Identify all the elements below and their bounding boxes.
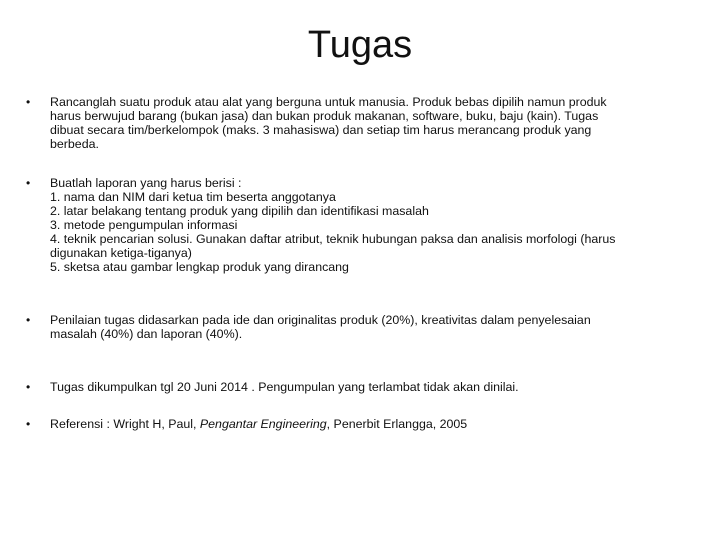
bullet-icon: •	[26, 95, 31, 109]
text-line: 1. nama dan NIM dari ketua tim beserta anggotanya	[50, 190, 336, 204]
text-line: 4. teknik pencarian solusi. Gunakan daftar atribut, teknik hubungan paksa dan analisis morfologi (harus	[50, 232, 616, 246]
text-line: 3. metode pengumpulan informasi	[50, 218, 238, 232]
bullet-icon: •	[26, 380, 31, 394]
text-line: dibuat secara tim/berkelompok (maks. 3 mahasiswa) dan setiap tim harus merancang produk yang	[50, 123, 592, 137]
reference-book-title: Pengantar Engineering	[199, 417, 327, 431]
bullet-icon: •	[26, 313, 31, 327]
text-line: 5. sketsa atau gambar lengkap produk yang dirancang	[50, 260, 349, 274]
reference-prefix: Referensi : Wright H, Paul,	[50, 417, 200, 431]
text-line: berbeda.	[50, 137, 99, 151]
bullet-text	[50, 380, 680, 394]
text-line: Penilaian tugas didasarkan pada ide dan originalitas produk (20%), kreativitas dalam penyelesaian	[50, 313, 591, 327]
text-line: harus berwujud barang (bukan jasa) dan bukan produk makanan, software, buku, baju (kain). Tugas	[50, 109, 599, 123]
text-line: digunakan ketiga-tiganya)	[50, 246, 192, 260]
reference-line	[50, 417, 680, 431]
text-line: 2. latar belakang tentang produk yang dipilih dan identifikasi masalah	[50, 204, 429, 218]
bullet-text	[50, 176, 680, 274]
text-line: Buatlah laporan yang harus berisi :	[50, 176, 242, 190]
bullet-text	[50, 417, 680, 431]
bullet-icon: •	[26, 417, 31, 431]
text-line: Rancanglah suatu produk atau alat yang berguna untuk manusia. Produk bebas dipilih namun produk	[50, 95, 607, 109]
reference-suffix: , Penerbit Erlangga, 2005	[326, 417, 468, 431]
bullet-text	[50, 95, 680, 151]
bullet-icon: •	[26, 176, 31, 190]
text-line: masalah (40%) dan laporan (40%).	[50, 327, 243, 341]
slide-title: Tugas	[307, 24, 413, 66]
text-line: Tugas dikumpulkan tgl 20 Juni 2014 . Pengumpulan yang terlambat tidak akan dinilai.	[50, 380, 519, 394]
bullet-text	[50, 313, 680, 341]
